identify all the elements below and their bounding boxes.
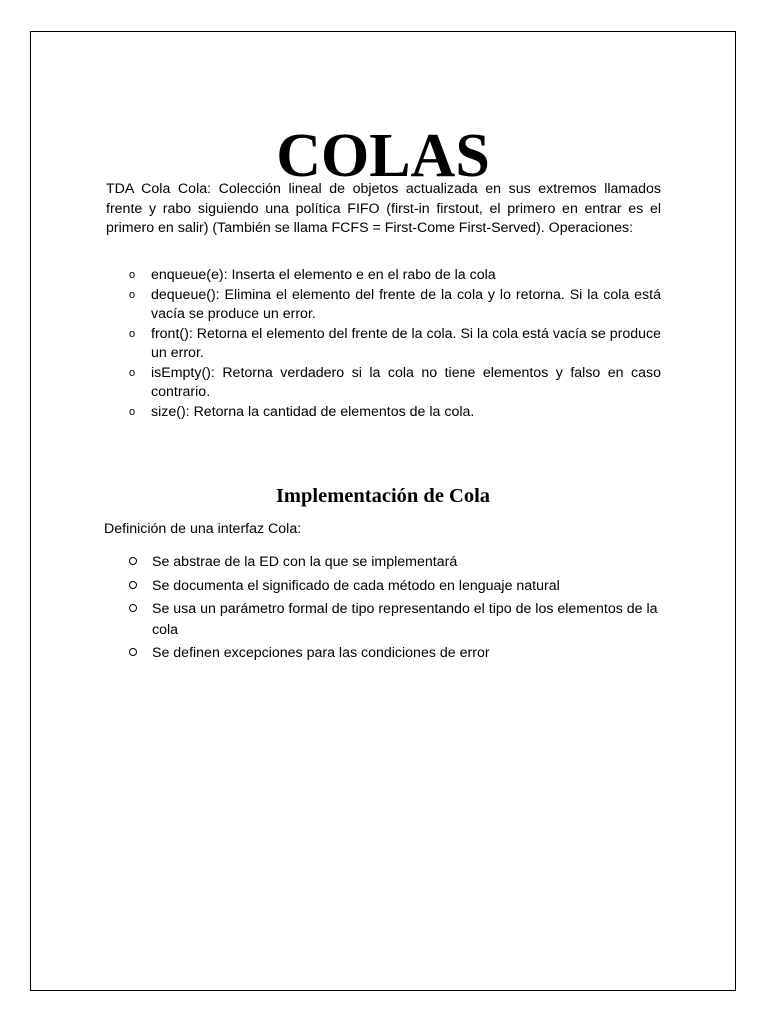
list-item-dequeue (106, 286, 661, 325)
list-item (106, 599, 661, 640)
list-item (106, 576, 661, 597)
list-item-text: Se usa un parámetro formal de tipo representando el tipo de los elementos de la cola (152, 601, 658, 638)
list-item-enqueue (106, 266, 661, 286)
circle-bullet-icon (129, 581, 137, 589)
circle-bullet-icon (129, 648, 137, 656)
list-item-text: front(): Retorna el elemento del frente de la cola. Si la cola está vacía se produce un error. (151, 325, 661, 361)
document-page (30, 31, 736, 991)
list-item-text: size(): Retorna la cantidad de elementos de la cola. (151, 403, 475, 420)
page-title: COLAS (276, 122, 490, 190)
intro-paragraph: TDA Cola Cola: Colección lineal de objetos actualizada en sus extremos llamados frente y rabo siguiendo una política FIFO (first-in firstout, el primero en entrar es el primero en salir) (También se llama FCFS = First-Come First-Served). Operaciones: (106, 181, 661, 236)
hollow-bullet-icon: o (129, 327, 136, 340)
section-heading: Implementación de Cola (275, 485, 491, 507)
list-item-front (106, 325, 661, 364)
list-item-text: dequeue(): Elimina el elemento del frente de la cola y lo retorna. Si la cola está vacía se produce un error. (151, 286, 661, 322)
hollow-bullet-icon: o (129, 366, 136, 379)
circle-bullet-icon (129, 604, 137, 612)
list-item (106, 552, 661, 573)
circle-bullet-icon (129, 557, 137, 565)
hollow-bullet-icon: o (129, 269, 136, 281)
list-item-text: enqueue(e): Inserta el elemento e en el rabo de la cola (151, 267, 496, 283)
list-item-text: Se documenta el significado de cada método en lenguaje natural (152, 577, 560, 594)
list-item-isempty (106, 364, 661, 403)
list-item (106, 643, 661, 664)
list-item-size (106, 403, 661, 423)
operations-list (106, 266, 661, 422)
implementation-list (106, 552, 661, 667)
hollow-bullet-icon: o (129, 288, 136, 301)
list-item-text: Se abstrae de la ED con la que se implementará (152, 554, 458, 570)
list-item-text: Se definen excepciones para las condiciones de error (152, 645, 490, 661)
hollow-bullet-icon: o (129, 405, 136, 418)
definition-text: Definición de una interfaz Cola: (104, 521, 302, 537)
list-item-text: isEmpty(): Retorna verdadero si la cola no tiene elementos y falso en caso contrario. (151, 364, 661, 400)
